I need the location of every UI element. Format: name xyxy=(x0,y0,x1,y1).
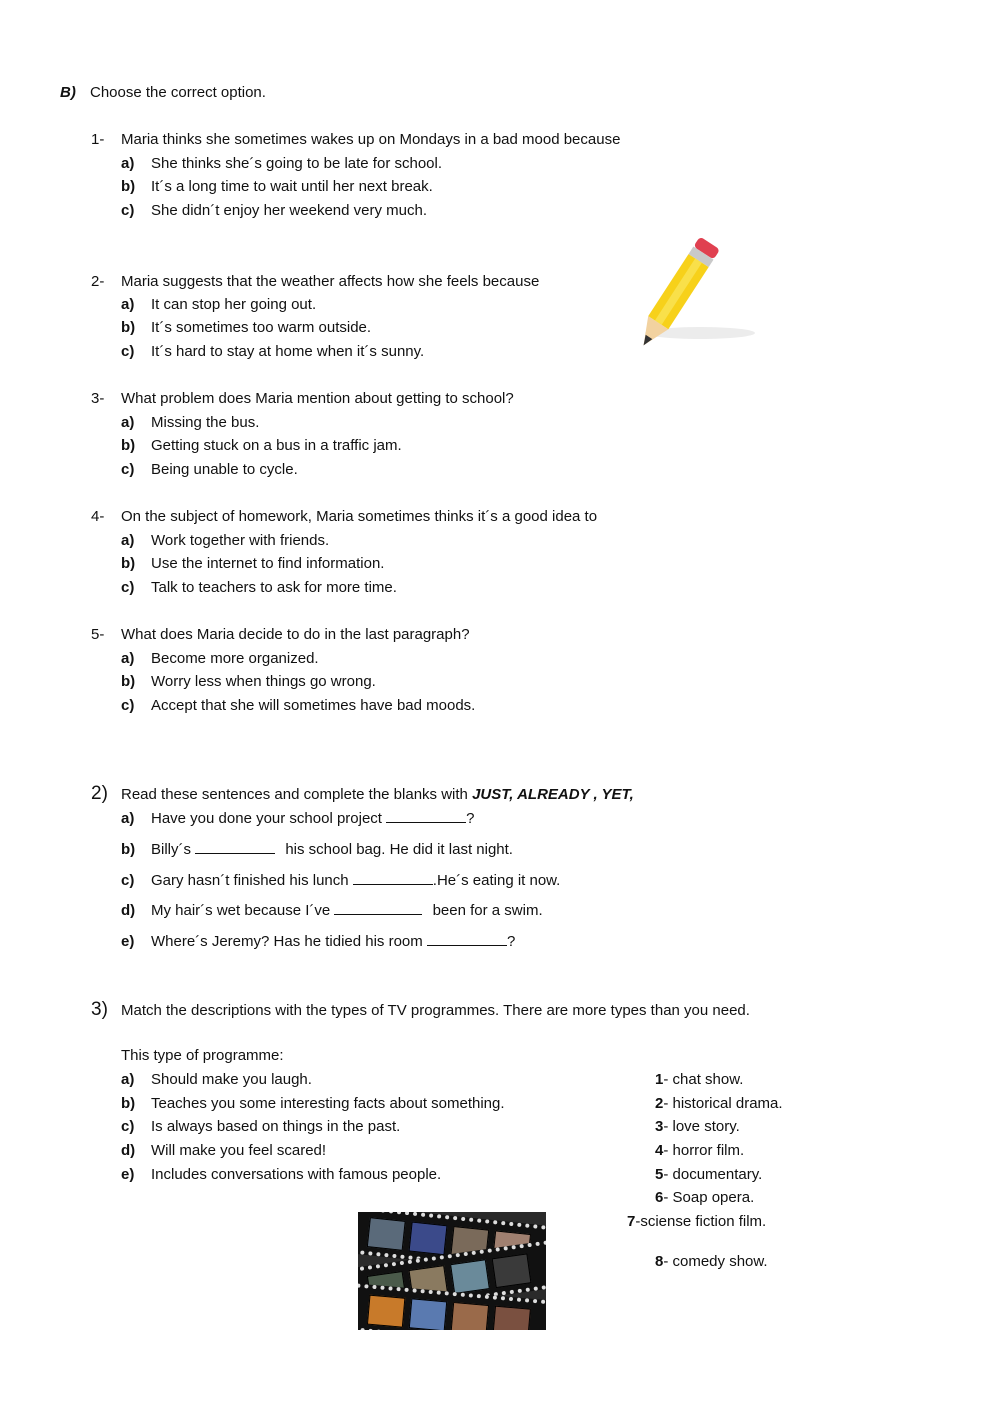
item-letter: b) xyxy=(121,841,136,858)
option-text: It´s a long time to wait until her next break. xyxy=(151,178,433,195)
description-item xyxy=(121,1118,400,1135)
tv-type-item xyxy=(655,1118,740,1135)
item-text: Is always based on things in the past. xyxy=(151,1118,401,1135)
fill-blank-item xyxy=(121,871,560,889)
description-item xyxy=(121,1166,441,1183)
pencil-icon xyxy=(630,225,760,355)
question-text: Maria suggests that the weather affects how she feels because xyxy=(121,273,540,290)
option-letter: c) xyxy=(121,697,135,714)
section-3-number: 3) xyxy=(91,999,108,1020)
option-letter: a) xyxy=(121,296,135,313)
fill-blank-item xyxy=(121,840,513,858)
film-frame xyxy=(451,1302,489,1330)
option[interactable] xyxy=(121,296,316,313)
option[interactable] xyxy=(121,437,402,454)
tv-type-number: 4 xyxy=(655,1142,664,1159)
item-text-before: My hair´s wet because I´ve xyxy=(151,902,335,919)
option[interactable] xyxy=(121,650,319,667)
option-text: She didn´t enjoy her weekend very much. xyxy=(151,202,427,219)
option-text: She thinks she´s going to be late for school. xyxy=(151,155,443,172)
tv-type-text: - horror film. xyxy=(663,1142,745,1159)
option-letter: b) xyxy=(121,555,136,572)
option[interactable] xyxy=(121,461,298,478)
blank-input[interactable] xyxy=(386,809,466,823)
tv-type-item xyxy=(655,1253,768,1270)
item-letter: c) xyxy=(121,1118,135,1135)
question-4 xyxy=(91,508,597,525)
item-letter: b) xyxy=(121,1095,136,1112)
option-text: Become more organized. xyxy=(151,650,319,667)
tv-type-text: - historical drama. xyxy=(663,1095,783,1112)
section-3-instruction: Match the descriptions with the types of TV programmes. There are more types than you need. xyxy=(121,1002,750,1019)
option-letter: b) xyxy=(121,178,136,195)
question-number: 3- xyxy=(91,390,105,407)
option[interactable] xyxy=(121,555,384,572)
tv-type-item xyxy=(655,1071,743,1088)
item-letter: d) xyxy=(121,1142,136,1159)
film-frame xyxy=(367,1295,405,1328)
question-text: What does Maria decide to do in the last paragraph? xyxy=(121,626,470,643)
option-text: Worry less when things go wrong. xyxy=(151,673,376,690)
blank-input[interactable] xyxy=(334,901,422,915)
section-b-label: B) xyxy=(60,84,76,101)
tv-type-item xyxy=(655,1142,744,1159)
film-frame xyxy=(492,1306,530,1330)
section-2-instruction: Read these sentences and complete the blanks with xyxy=(121,786,473,803)
section-2-heading xyxy=(91,783,634,805)
section-b-heading xyxy=(60,84,266,101)
item-letter: d) xyxy=(121,902,136,919)
option-text: Missing the bus. xyxy=(151,414,260,431)
item-text-before: Gary hasn´t finished his lunch xyxy=(151,872,353,889)
tv-type-item xyxy=(655,1166,762,1183)
description-item xyxy=(121,1071,312,1088)
option[interactable] xyxy=(121,532,329,549)
option-letter: a) xyxy=(121,155,135,172)
option-text: Talk to teachers to ask for more time. xyxy=(151,579,397,596)
section-3-subheading: This type of programme: xyxy=(121,1047,284,1064)
item-text: Teaches you some interesting facts about something. xyxy=(151,1095,505,1112)
question-text: What problem does Maria mention about getting to school? xyxy=(121,390,514,407)
item-text: Should make you laugh. xyxy=(151,1071,312,1088)
item-letter: e) xyxy=(121,933,135,950)
question-text: On the subject of homework, Maria sometimes thinks it´s a good idea to xyxy=(121,508,598,525)
option-letter: a) xyxy=(121,532,135,549)
item-text-after: his school bag. He did it last night. xyxy=(281,841,513,858)
question-number: 1- xyxy=(91,131,105,148)
tv-type-number: 7 xyxy=(627,1213,636,1230)
option-text: Use the internet to find information. xyxy=(151,555,385,572)
item-text-before: Where´s Jeremy? Has he tidied his room xyxy=(151,933,427,950)
option[interactable] xyxy=(121,319,371,336)
tv-type-text: - Soap opera. xyxy=(663,1189,755,1206)
option-letter: b) xyxy=(121,673,136,690)
option-text: It´s hard to stay at home when it´s sunny. xyxy=(151,343,425,360)
option-text: Work together with friends. xyxy=(151,532,330,549)
tv-type-number: 6 xyxy=(655,1189,664,1206)
film-frame xyxy=(492,1253,532,1288)
item-text: Will make you feel scared! xyxy=(151,1142,327,1159)
description-item xyxy=(121,1142,326,1159)
option[interactable] xyxy=(121,343,424,360)
item-letter: e) xyxy=(121,1166,135,1183)
blank-input[interactable] xyxy=(427,932,507,946)
tv-type-number: 1 xyxy=(655,1071,664,1088)
option[interactable] xyxy=(121,202,427,219)
option[interactable] xyxy=(121,155,442,172)
option-text: Getting stuck on a bus in a traffic jam. xyxy=(151,437,402,454)
option-letter: a) xyxy=(121,650,135,667)
item-text-after: ? xyxy=(466,810,475,827)
section-3-heading xyxy=(91,999,750,1021)
item-text-after: .He´s eating it now. xyxy=(432,872,561,889)
fill-blank-item xyxy=(121,932,515,950)
item-letter: a) xyxy=(121,810,135,827)
option-letter: c) xyxy=(121,343,135,360)
option-letter: b) xyxy=(121,437,136,454)
tv-type-text: - comedy show. xyxy=(663,1253,768,1270)
film-frame xyxy=(409,1222,448,1256)
question-number: 4- xyxy=(91,508,105,525)
option-text: It can stop her going out. xyxy=(151,296,317,313)
question-number: 5- xyxy=(91,626,105,643)
question-2 xyxy=(91,273,539,290)
tv-type-text: -sciense fiction film. xyxy=(635,1213,767,1230)
item-text-after: ? xyxy=(506,933,516,950)
option-letter: c) xyxy=(121,579,135,596)
option-letter: b) xyxy=(121,319,136,336)
description-item xyxy=(121,1095,505,1112)
blank-input[interactable] xyxy=(195,840,275,854)
option-text: It´s sometimes too warm outside. xyxy=(151,319,372,336)
item-text: Includes conversations with famous people. xyxy=(151,1166,442,1183)
option[interactable] xyxy=(121,414,259,431)
item-letter: c) xyxy=(121,872,135,889)
tv-type-number: 2 xyxy=(655,1095,664,1112)
tv-type-number: 5 xyxy=(655,1166,664,1183)
tv-type-number: 3 xyxy=(655,1118,664,1135)
question-3 xyxy=(91,390,514,407)
option-text: Being unable to cycle. xyxy=(151,461,298,478)
item-text-before: Billy´s xyxy=(151,841,196,858)
option-letter: a) xyxy=(121,414,135,431)
question-5 xyxy=(91,626,470,643)
option-letter: c) xyxy=(121,461,135,478)
option[interactable] xyxy=(121,178,433,195)
section-2-number: 2) xyxy=(91,783,108,804)
filmstrip-image xyxy=(358,1212,546,1330)
item-letter: a) xyxy=(121,1071,135,1088)
tv-type-item xyxy=(627,1213,766,1230)
film-frame xyxy=(450,1259,490,1294)
question-number: 2- xyxy=(91,273,105,290)
fill-blank-item xyxy=(121,809,474,827)
option[interactable] xyxy=(121,697,475,714)
option-letter: c) xyxy=(121,202,135,219)
option[interactable] xyxy=(121,673,376,690)
tv-type-text: - love story. xyxy=(663,1118,740,1135)
tv-type-number: 8 xyxy=(655,1253,664,1270)
item-text-after: been for a swim. xyxy=(428,902,543,919)
section-2-words: JUST, ALREADY , YET, xyxy=(472,786,634,803)
question-text: Maria thinks she sometimes wakes up on Mondays in a bad mood because xyxy=(121,131,621,148)
tv-type-text: - documentary. xyxy=(663,1166,763,1183)
option[interactable] xyxy=(121,579,397,596)
tv-type-item xyxy=(655,1095,783,1112)
item-text-before: Have you done your school project xyxy=(151,810,387,827)
option-text: Accept that she will sometimes have bad moods. xyxy=(151,697,476,714)
section-b-instruction: Choose the correct option. xyxy=(90,84,266,101)
tv-type-item xyxy=(655,1189,754,1206)
film-frame xyxy=(367,1217,406,1251)
film-frame xyxy=(409,1298,447,1330)
question-1 xyxy=(91,131,620,148)
blank-input[interactable] xyxy=(353,871,433,885)
tv-type-text: - chat show. xyxy=(663,1071,744,1088)
fill-blank-item xyxy=(121,901,543,919)
